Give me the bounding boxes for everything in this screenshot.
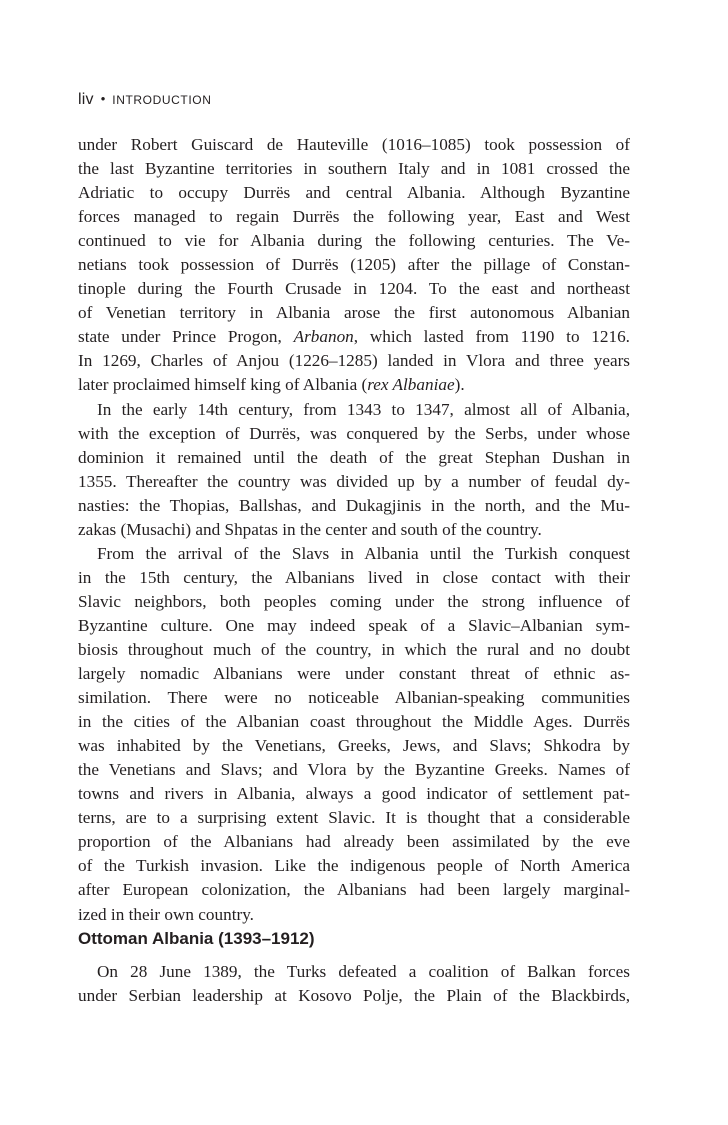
text-line: In 1269, Charles of Anjou (1226–1285) landed in Vlora and three years [78, 351, 630, 371]
section-dates: (1393–1912) [218, 929, 315, 948]
text-line: Slavic neighbors, both peoples coming under the strong influence of [78, 591, 630, 611]
section-title: Ottoman Albania [78, 929, 214, 948]
text-line: 1355. Thereafter the country was divided up by a number of feudal dy- [78, 471, 630, 491]
italic-title-arbanon: Arbanon [293, 327, 354, 347]
text-line: towns and rivers in Albania, always a good indicator of settlement pat- [78, 784, 630, 804]
text-line: under Robert Guiscard de Hauteville (1016–1085) took possession of [78, 135, 630, 154]
text-segment: ). [454, 375, 465, 395]
text-line: was inhabited by the Venetians, Greeks, Jews, and Slavs; Shkodra by [78, 736, 630, 756]
text-line: the last Byzantine territories in southern Italy and in 1081 crossed the [78, 159, 630, 179]
paragraph-1 [78, 133, 630, 398]
text-line: similation. There were no noticeable Albanian-speaking communities [78, 688, 630, 708]
text-segment: , which lasted from 1190 to 1216. [353, 327, 630, 347]
page-number: liv [78, 91, 94, 108]
text-line: in the cities of the Albanian coast throughout the Middle Ages. Durrës [78, 712, 630, 732]
text-line: biosis throughout much of the country, in which the rural and no doubt [78, 639, 630, 659]
text-line: after European colonization, the Albanians had been largely marginal- [78, 880, 630, 900]
text-line: tinople during the Fourth Crusade in 1204. To the east and northeast [78, 279, 630, 299]
text-line [78, 373, 630, 397]
text-line: continued to vie for Albania during the following centuries. The Ve- [78, 231, 630, 251]
text-line: dominion it remained until the death of the great Stephan Dushan in [78, 447, 630, 467]
text-line: proportion of the Albanians had already been assimilated by the eve [78, 832, 630, 852]
text-line: ized in their own country. [78, 904, 254, 924]
text-line: Byzantine culture. One may indeed speak of a Slavic–Albanian sym- [78, 615, 630, 635]
text-line: of the Turkish invasion. Like the indigenous people of North America [78, 856, 630, 876]
text-line: largely nomadic Albanians were under constant threat of ethnic as- [78, 664, 630, 684]
text-line: zakas (Musachi) and Shpatas in the center and south of the country. [78, 519, 542, 539]
body-text-continued [78, 960, 630, 1008]
body-text [78, 133, 630, 927]
text-line: On 28 June 1389, the Turks defeated a coalition of Balkan forces [97, 962, 630, 981]
text-line: nasties: the Thopias, Ballshas, and Dukagjinis in the north, and the Mu- [78, 495, 630, 515]
running-head-section: INTRODUCTION [112, 93, 212, 107]
text-line [78, 325, 630, 349]
text-line: terns, are to a surprising extent Slavic. It is thought that a considerable [78, 808, 630, 828]
text-segment: state under Prince Progon, [78, 327, 294, 347]
text-line: netians took possession of Durrës (1205) after the pillage of Constan- [78, 255, 630, 275]
text-line: under Serbian leadership at Kosovo Polje, the Plain of the Blackbirds, [78, 986, 630, 1006]
section-heading [78, 927, 315, 951]
italic-latin-term: rex Albaniae [367, 375, 455, 395]
paragraph-3 [78, 542, 630, 927]
text-line: From the arrival of the Slavs in Albania until the Turkish conquest [97, 543, 630, 563]
text-line: forces managed to regain Durrës the following year, East and West [78, 207, 630, 227]
text-line: of Venetian territory in Albania arose the first autonomous Albanian [78, 303, 630, 323]
text-line: Adriatic to occupy Durrës and central Albania. Although Byzantine [78, 183, 630, 203]
paragraph-4 [78, 960, 630, 1008]
running-head [78, 90, 211, 110]
text-line: with the exception of Durrës, was conquered by the Serbs, under whose [78, 423, 630, 443]
paragraph-2 [78, 398, 630, 542]
text-line: the Venetians and Slavs; and Vlora by the Byzantine Greeks. Names of [78, 760, 630, 780]
text-line: In the early 14th century, from 1343 to 1347, almost all of Albania, [97, 399, 630, 419]
text-line: in the 15th century, the Albanians lived in close contact with their [78, 567, 630, 587]
bullet-separator: • [100, 91, 106, 106]
text-segment: later proclaimed himself king of Albania ( [78, 375, 368, 395]
